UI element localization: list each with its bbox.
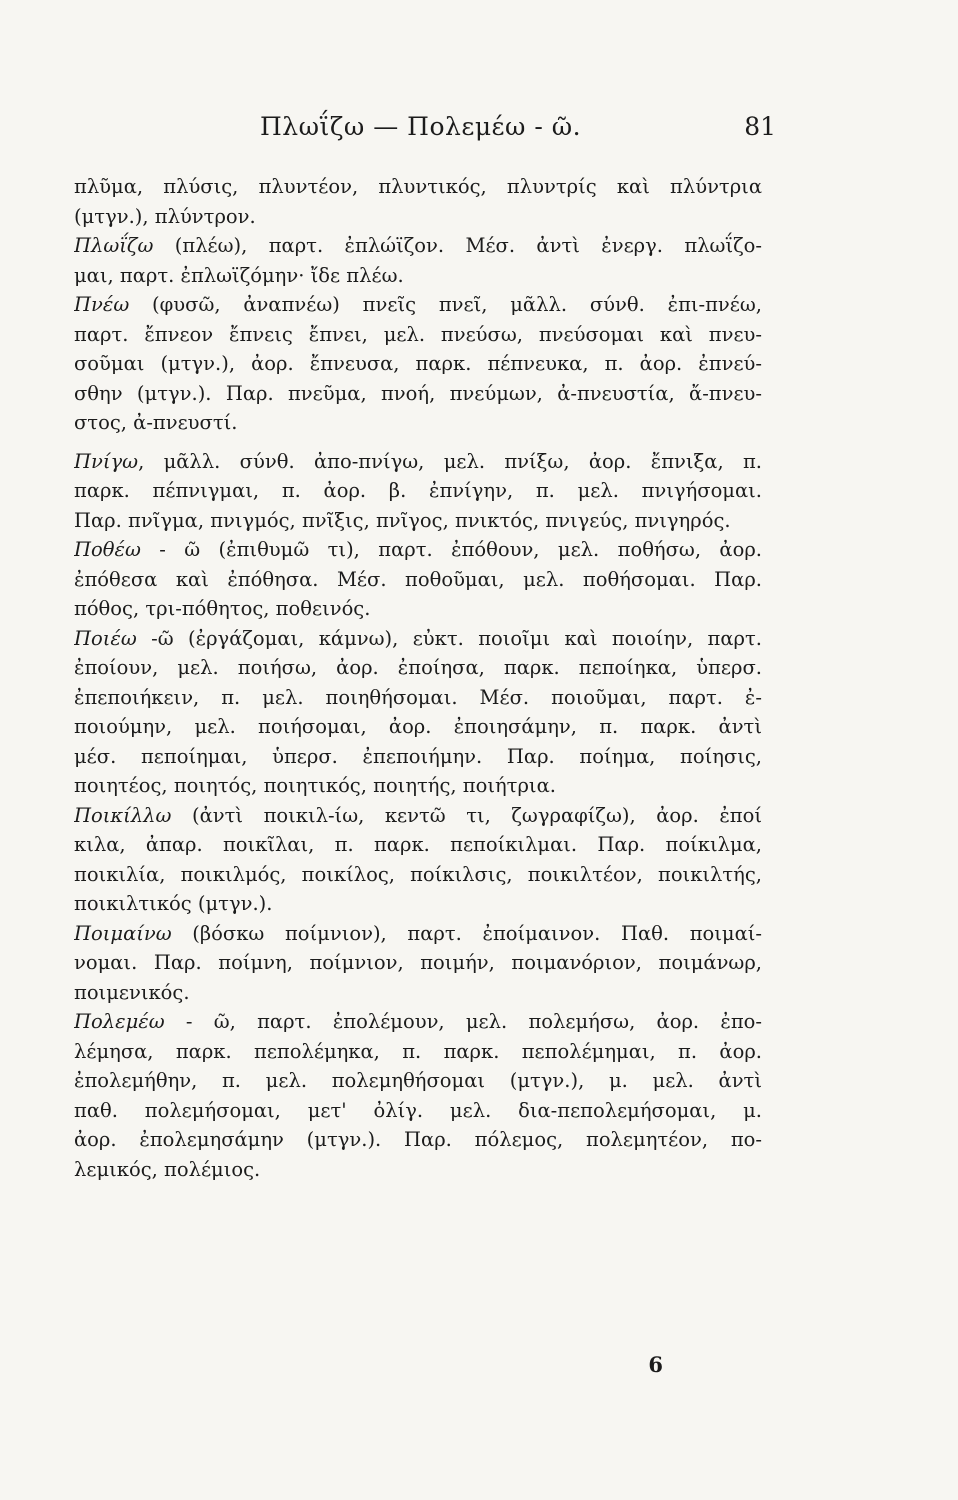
text-line bbox=[74, 231, 762, 261]
signature-mark: 6 bbox=[648, 1352, 663, 1377]
page-number: 81 bbox=[744, 112, 776, 141]
text-line: μέσ. πεποίημαι, ὑπερσ. ἐπεποιήμην. Παρ. ποίημα, ποίησις, bbox=[74, 744, 762, 768]
dictionary-entry bbox=[74, 231, 762, 290]
text-line: πλῦμα, πλύσις, πλυντέον, πλυντικός, πλυντρίς καὶ πλύντρια bbox=[74, 175, 762, 198]
headword: Ποιέω bbox=[74, 626, 137, 650]
line-text: - ῶ (ἐπιθυμῶ τι), παρτ. ἐπόθουν, μελ. ποθήσω, ἀορ. bbox=[140, 538, 762, 561]
text-line: ἐποίουν, μελ. ποιήσω, ἀορ. ἐποίησα, παρκ. πεποίηκα, ὑπερσ. bbox=[74, 656, 762, 679]
headword: Πνέω bbox=[74, 293, 130, 316]
headword: Ποικίλλω bbox=[74, 803, 172, 827]
line-text: (βόσκω ποίμνιον), παρτ. ἐποίμαινον. Παθ. ποιμαί- bbox=[171, 921, 762, 945]
headword: Πλωΐζω bbox=[74, 234, 154, 257]
text-line: παρτ. ἔπνεον ἔπνεις ἔπνει, μελ. πνεύσω, πνεύσομαι καὶ πνευ- bbox=[74, 322, 762, 346]
text-line: λεμικός, πολέμιος. bbox=[74, 1157, 261, 1181]
text-line: λέμησα, παρκ. πεπολέμηκα, π. παρκ. πεπολέμημαι, π. ἀορ. bbox=[74, 1039, 762, 1063]
text-line: στος, ἀ-πνευστί. bbox=[74, 411, 238, 434]
text-line: ποικιλία, ποικιλμός, ποικίλος, ποίκιλσις, ποικιλτέον, ποικιλτής, bbox=[74, 862, 762, 886]
text-line: νομαι. Παρ. ποίμνη, ποίμνιον, ποιμήν, ποιμανόριον, ποιμάνωρ, bbox=[74, 951, 762, 974]
text-line bbox=[74, 624, 762, 654]
text-line: ποικιλτικός (μτγν.). bbox=[74, 892, 273, 915]
headword: Πολεμέω bbox=[74, 1010, 165, 1033]
text-line bbox=[74, 447, 762, 477]
text-line: ἐπεποιήκειν, π. μελ. ποιηθήσομαι. Μέσ. ποιοῦμαι, παρτ. ἐ- bbox=[74, 685, 762, 709]
dictionary-entry bbox=[74, 919, 762, 1008]
text-line: σοῦμαι (μτγν.), ἀορ. ἔπνευσα, παρκ. πέπνευκα, π. ἀορ. ἐπνεύ- bbox=[74, 352, 762, 375]
text-line: ποιητέος, ποιητός, ποιητικός, ποιητής, ποιήτρια. bbox=[74, 774, 556, 797]
headword: Ποθέω bbox=[74, 538, 141, 561]
text-line: Παρ. πνῖγμα, πνιγμός, πνῖξις, πνῖγος, πνικτός, πνιγεύς, πνιγηρός. bbox=[74, 508, 731, 532]
text-line bbox=[74, 535, 762, 565]
line-text: , μᾶλλ. σύνθ. ἀπο-πνίγω, μελ. πνίξω, ἀορ. ἔπνιξα, π. bbox=[138, 449, 762, 473]
dictionary-entry bbox=[74, 624, 762, 801]
text-line bbox=[74, 290, 762, 320]
text-line: ἐπολεμήθην, π. μελ. πολεμηθήσομαι (μτγν.), μ. μελ. ἀντὶ bbox=[74, 1069, 762, 1092]
headword: Ποιμαίνω bbox=[74, 921, 172, 945]
headword: Πνίγω bbox=[74, 449, 139, 473]
line-text: -ῶ (ἐργάζομαι, κάμνω), εὐκτ. ποιοῖμι καὶ ποιοίην, παρτ. bbox=[136, 626, 762, 650]
text-line: ποιούμην, μελ. ποιήσομαι, ἀορ. ἐποιησάμην, π. παρκ. ἀντὶ bbox=[74, 715, 762, 738]
text-line: μαι, παρτ. ἐπλωϊζόμην· ἴδε πλέω. bbox=[74, 263, 404, 287]
line-text: - ῶ, παρτ. ἐπολέμουν, μελ. πολεμήσω, ἀορ. ἐπο- bbox=[164, 1010, 762, 1033]
text-line bbox=[74, 1007, 762, 1037]
dictionary-entry bbox=[74, 172, 762, 231]
dictionary-text bbox=[74, 172, 762, 1184]
text-line: ἐπόθεσα καὶ ἐπόθησα. Μέσ. ποθοῦμαι, μελ. ποθήσομαι. Παρ. bbox=[74, 567, 762, 591]
text-line: κιλα, ἀπαρ. ποικῖλαι, π. παρκ. πεποίκιλμαι. Παρ. ποίκιλμα, bbox=[74, 833, 762, 856]
dictionary-entry bbox=[74, 1007, 762, 1184]
page-header bbox=[0, 112, 958, 152]
dictionary-entry bbox=[74, 801, 762, 919]
text-line bbox=[74, 801, 762, 831]
text-line: σθην (μτγν.). Παρ. πνεῦμα, πνοή, πνεύμων, ἀ-πνευστία, ἄ-πνευ- bbox=[74, 381, 762, 405]
text-line: ποιμενικός. bbox=[74, 980, 190, 1004]
text-line bbox=[74, 919, 762, 949]
text-line: παρκ. πέπνιγμαι, π. ἀορ. β. ἐπνίγην, π. μελ. πνιγήσομαι. bbox=[74, 479, 762, 502]
dictionary-entry bbox=[74, 447, 762, 536]
text-line: παθ. πολεμήσομαι, μετ' ὀλίγ. μελ. δια-πεπολεμήσομαι, μ. bbox=[74, 1098, 762, 1122]
line-text: (ἀντὶ ποικιλ-ίω, κεντῶ τι, ζωγραφίζω), ἀορ. ἐποί bbox=[171, 803, 762, 827]
dictionary-entry bbox=[74, 535, 762, 624]
text-line: πόθος, τρι-πόθητος, ποθεινός. bbox=[74, 597, 371, 620]
dictionary-entry bbox=[74, 290, 762, 438]
line-text: (φυσῶ, ἀναπνέω) πνεῖς πνεῖ, μᾶλλ. σύνθ. ἐπι-πνέω, bbox=[129, 293, 762, 316]
line-text: (πλέω), παρτ. ἐπλώϊζον. Μέσ. ἀντὶ ἐνεργ. πλωΐζο- bbox=[153, 234, 762, 257]
text-line: ἀορ. ἐπολεμησάμην (μτγν.). Παρ. πόλεμος, πολεμητέον, πο- bbox=[74, 1128, 762, 1151]
text-line: (μτγν.), πλύντρον. bbox=[74, 204, 256, 228]
running-title: Πλωΐζω — Πολεμέω - ῶ. bbox=[260, 112, 582, 141]
